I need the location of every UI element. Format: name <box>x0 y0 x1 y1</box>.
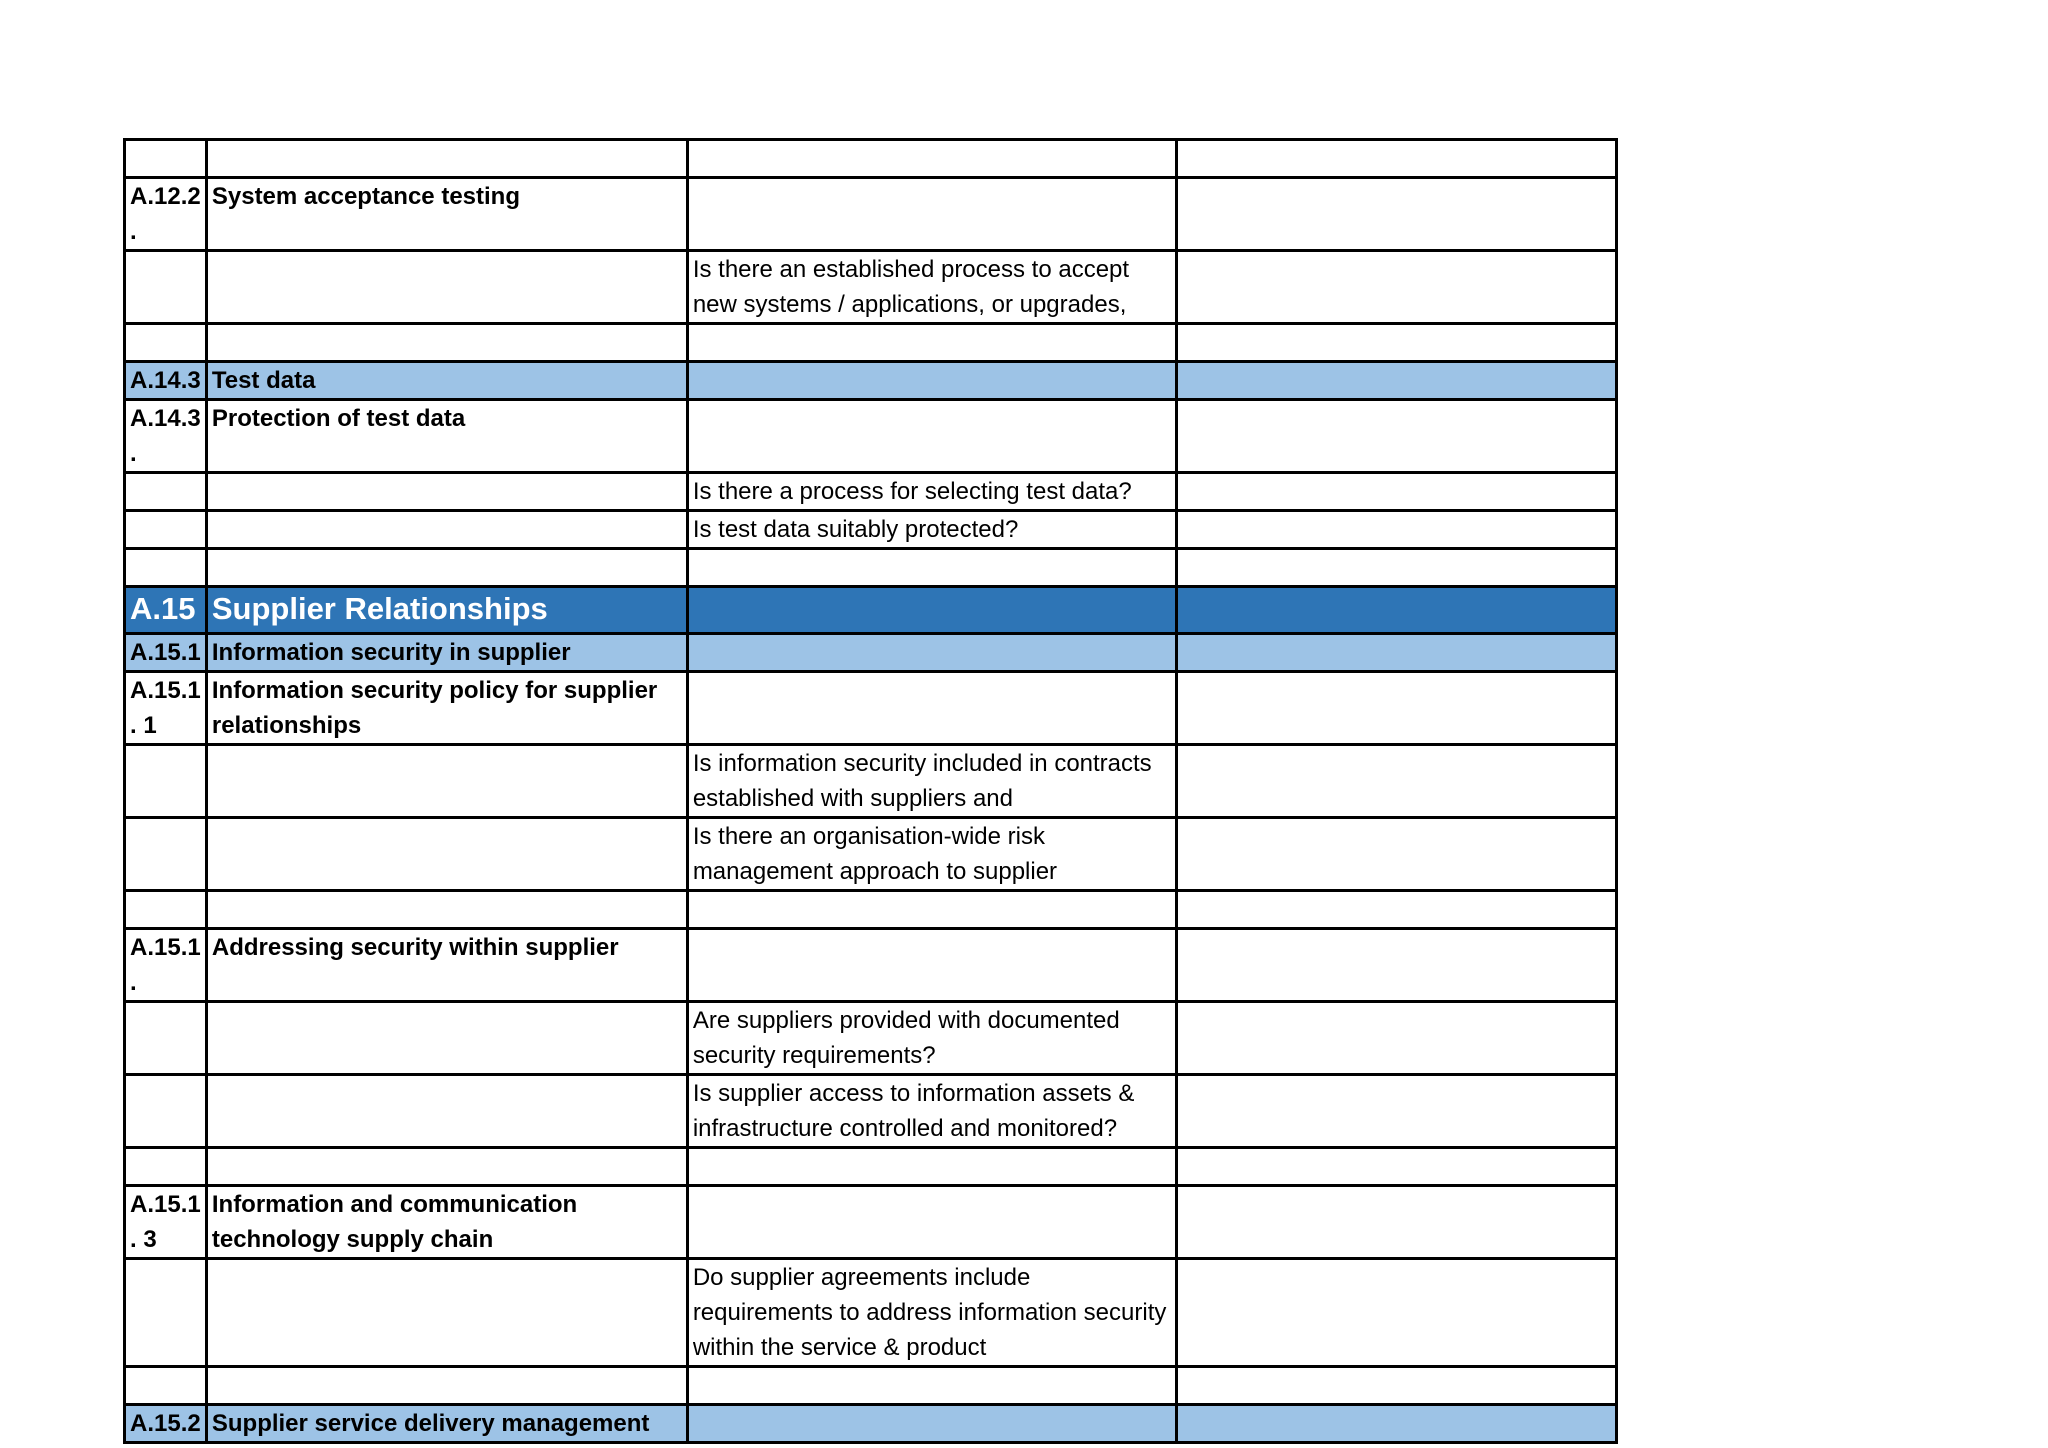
control-code-cell[interactable]: A.14.3 <box>125 362 207 400</box>
question-cell[interactable] <box>687 400 1176 473</box>
question-cell[interactable] <box>687 1259 1176 1367</box>
control-title-cell[interactable]: Information security policy for supplier relationships <box>206 672 687 745</box>
notes-cell[interactable] <box>1176 672 1616 745</box>
table-row <box>125 672 1617 745</box>
question-cell[interactable] <box>687 745 1176 818</box>
question-cell[interactable] <box>687 1002 1176 1075</box>
question-cell[interactable] <box>687 672 1176 745</box>
table-row <box>125 1075 1617 1148</box>
notes-cell[interactable] <box>1176 511 1616 549</box>
question-cell[interactable] <box>687 587 1176 634</box>
table-row <box>125 473 1617 511</box>
control-code-cell[interactable] <box>125 549 207 587</box>
control-title-cell[interactable] <box>206 1002 687 1075</box>
control-title-cell[interactable]: Information and communication technology supply chain <box>206 1186 687 1259</box>
control-code-cell[interactable] <box>125 140 207 178</box>
notes-cell[interactable] <box>1176 140 1616 178</box>
notes-cell[interactable] <box>1176 1075 1616 1148</box>
table-row <box>125 140 1617 178</box>
control-title-cell[interactable]: Protection of test data <box>206 400 687 473</box>
notes-cell[interactable] <box>1176 473 1616 511</box>
sub-section-header-row <box>125 634 1617 672</box>
control-title-cell[interactable] <box>206 891 687 929</box>
table-row <box>125 549 1617 587</box>
question-cell[interactable]: Is there a process for selecting test data? <box>687 473 1176 511</box>
control-title-cell[interactable]: Supplier service delivery management <box>206 1405 687 1443</box>
control-title-cell[interactable] <box>206 818 687 891</box>
question-cell[interactable] <box>687 251 1176 324</box>
question-cell[interactable] <box>687 1186 1176 1259</box>
control-title-cell[interactable]: Information security in supplier <box>206 634 687 672</box>
table-row <box>125 818 1617 891</box>
question-text: Is supplier access to information assets & infrastructure controlled and monitored? <box>692 1080 1135 1142</box>
sub-section-header-row <box>125 1405 1617 1443</box>
table-row <box>125 1186 1617 1259</box>
control-code-cell[interactable] <box>125 891 207 929</box>
question-text: Is there an established process to accept new systems / applications, or upgrades, <box>692 256 1130 318</box>
question-cell[interactable] <box>687 929 1176 1002</box>
control-title-cell[interactable]: Addressing security within supplier <box>206 929 687 1002</box>
notes-cell[interactable] <box>1176 1367 1616 1405</box>
control-title-cell[interactable] <box>206 324 687 362</box>
control-code-cell[interactable] <box>125 473 207 511</box>
table-row <box>125 1259 1617 1367</box>
notes-cell[interactable] <box>1176 251 1616 324</box>
section-header-row <box>125 587 1617 634</box>
question-cell[interactable] <box>687 1148 1176 1186</box>
question-cell[interactable] <box>687 549 1176 587</box>
control-code-cell[interactable] <box>125 745 207 818</box>
question-cell[interactable] <box>687 634 1176 672</box>
table-row <box>125 324 1617 362</box>
control-code-cell[interactable] <box>125 818 207 891</box>
table-row <box>125 1367 1617 1405</box>
notes-cell[interactable] <box>1176 1002 1616 1075</box>
question-cell[interactable] <box>687 1367 1176 1405</box>
control-title-cell[interactable] <box>206 1148 687 1186</box>
control-code-cell[interactable] <box>125 1367 207 1405</box>
question-cell[interactable] <box>687 1405 1176 1443</box>
question-cell[interactable] <box>687 140 1176 178</box>
table-row <box>125 1002 1617 1075</box>
control-code-cell[interactable]: A.12.2. <box>125 178 207 251</box>
question-text: Do supplier agreements include requirements to address information security within the service & product <box>692 1264 1167 1361</box>
control-code-cell[interactable]: A.15.2 <box>125 1405 207 1443</box>
control-title-cell[interactable] <box>206 745 687 818</box>
question-cell[interactable]: Is test data suitably protected? <box>687 511 1176 549</box>
notes-cell[interactable] <box>1176 587 1616 634</box>
control-title-cell[interactable] <box>206 511 687 549</box>
notes-cell[interactable] <box>1176 549 1616 587</box>
notes-cell[interactable] <box>1176 929 1616 1002</box>
table-row <box>125 891 1617 929</box>
table-row <box>125 745 1617 818</box>
table-row <box>125 1148 1617 1186</box>
sub-section-header-row <box>125 362 1617 400</box>
question-cell[interactable] <box>687 324 1176 362</box>
control-title-cell[interactable] <box>206 1367 687 1405</box>
control-title-cell[interactable]: Test data <box>206 362 687 400</box>
control-code-cell[interactable]: A.14.3. <box>125 400 207 473</box>
notes-cell[interactable] <box>1176 178 1616 251</box>
control-code-cell[interactable] <box>125 1075 207 1148</box>
notes-cell[interactable] <box>1176 745 1616 818</box>
table-row <box>125 400 1617 473</box>
notes-cell[interactable] <box>1176 1186 1616 1259</box>
table-row <box>125 511 1617 549</box>
notes-cell[interactable] <box>1176 400 1616 473</box>
notes-cell[interactable] <box>1176 1405 1616 1443</box>
control-code-cell[interactable] <box>125 1002 207 1075</box>
table-row <box>125 178 1617 251</box>
audit-checklist-table <box>123 138 1618 1444</box>
question-cell[interactable] <box>687 178 1176 251</box>
control-title-cell[interactable] <box>206 473 687 511</box>
control-code-cell[interactable] <box>125 324 207 362</box>
control-code-cell[interactable]: A.15.1. <box>125 929 207 1002</box>
control-title-cell[interactable] <box>206 549 687 587</box>
control-code-cell[interactable]: A.15.1. 1 <box>125 672 207 745</box>
section-title-cell[interactable]: Supplier Relationships <box>206 587 687 634</box>
control-title-cell[interactable] <box>206 140 687 178</box>
notes-cell[interactable] <box>1176 362 1616 400</box>
control-code-cell[interactable]: A.15.1. 3 <box>125 1186 207 1259</box>
question-text: Is there an organisation-wide risk management approach to supplier <box>692 823 1058 885</box>
table-row <box>125 251 1617 324</box>
notes-cell[interactable] <box>1176 1259 1616 1367</box>
question-cell[interactable] <box>687 891 1176 929</box>
notes-cell[interactable] <box>1176 324 1616 362</box>
section-code-cell[interactable]: A.15 <box>125 587 207 634</box>
notes-cell[interactable] <box>1176 1148 1616 1186</box>
table-row <box>125 929 1617 1002</box>
control-title-cell[interactable] <box>206 1075 687 1148</box>
control-title-cell[interactable]: System acceptance testing <box>206 178 687 251</box>
notes-cell[interactable] <box>1176 818 1616 891</box>
question-text: Are suppliers provided with documented security requirements? <box>692 1007 1120 1069</box>
notes-cell[interactable] <box>1176 891 1616 929</box>
control-code-cell[interactable] <box>125 251 207 324</box>
question-cell[interactable] <box>687 818 1176 891</box>
notes-cell[interactable] <box>1176 634 1616 672</box>
control-code-cell[interactable] <box>125 1259 207 1367</box>
question-cell[interactable] <box>687 1075 1176 1148</box>
control-code-cell[interactable] <box>125 511 207 549</box>
control-title-cell[interactable] <box>206 251 687 324</box>
control-title-cell[interactable] <box>206 1259 687 1367</box>
control-code-cell[interactable] <box>125 1148 207 1186</box>
question-cell[interactable] <box>687 362 1176 400</box>
control-code-cell[interactable]: A.15.1 <box>125 634 207 672</box>
question-text: Is information security included in contracts established with suppliers and <box>692 750 1152 812</box>
